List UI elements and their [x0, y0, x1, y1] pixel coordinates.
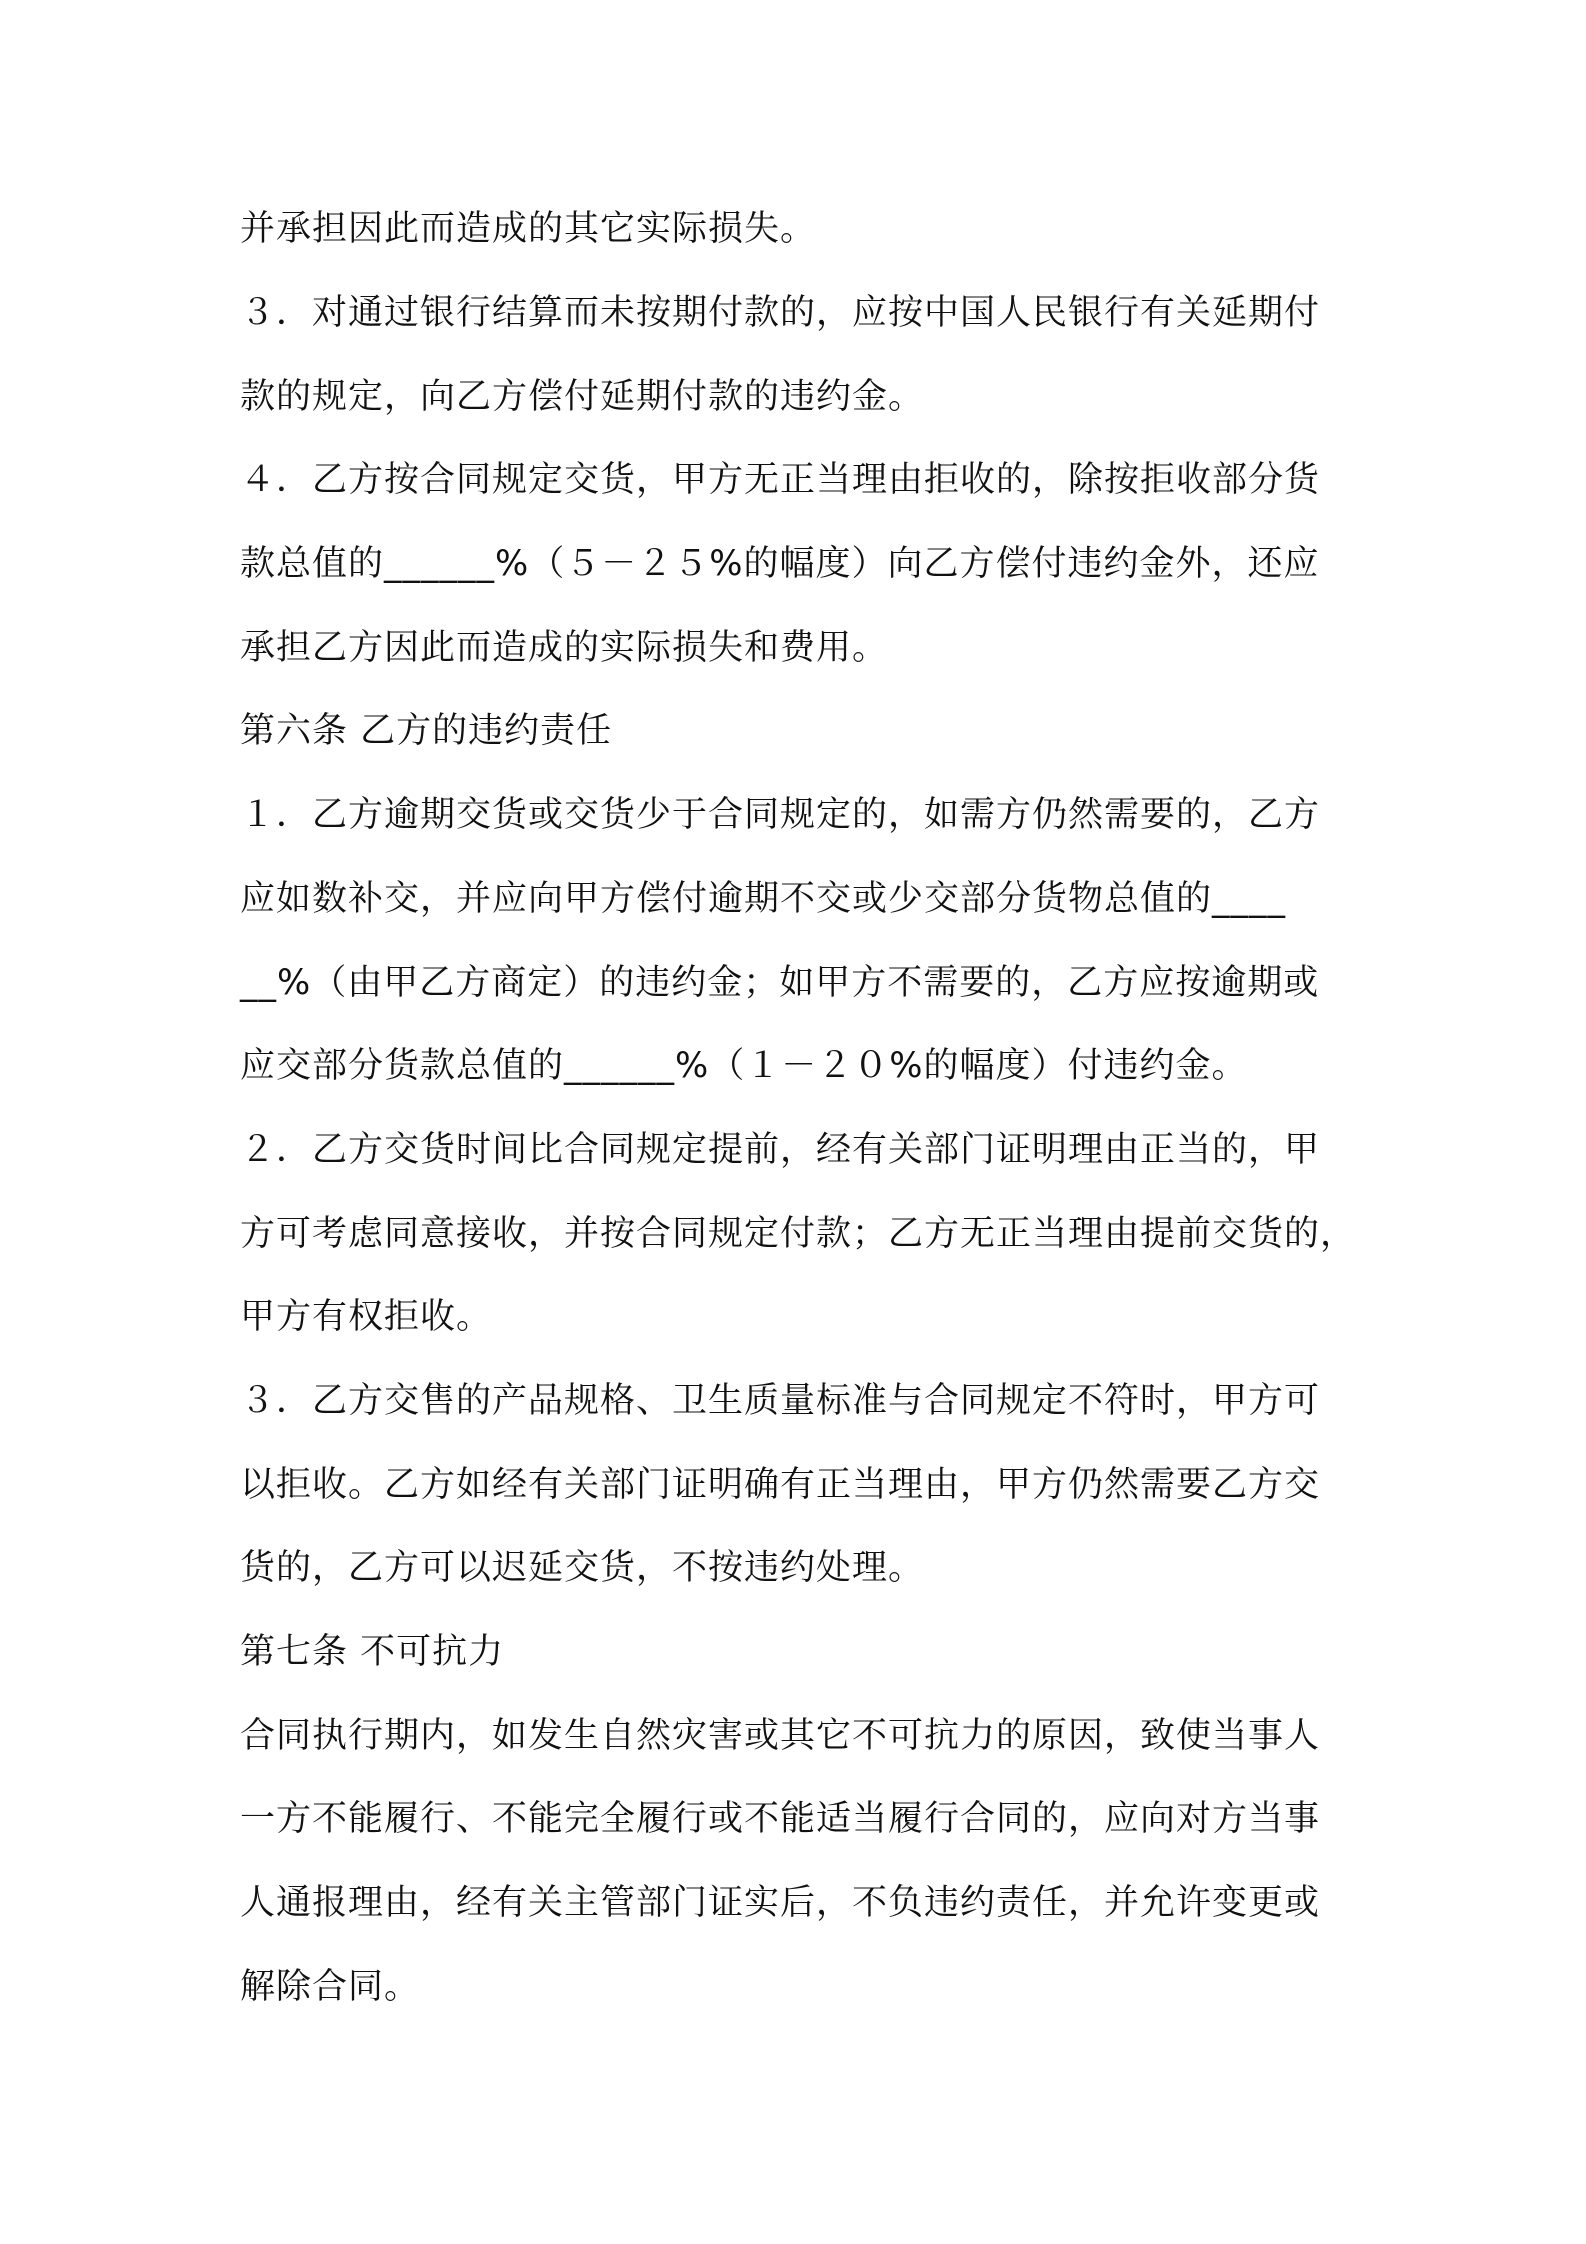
text-line: 甲方有权拒收。: [240, 1297, 493, 1337]
text-line: __%（由甲乙方商定）的违约金；如甲方不需要的，乙方应按逾期或: [240, 963, 1320, 1003]
text-line: 解除合同。: [240, 1967, 421, 2007]
text-line: 款总值的______%（５－２５%的幅度）向乙方偿付违约金外，还应: [240, 544, 1320, 584]
text-line: ３．乙方交售的产品规格、卫生质量标准与合同规定不符时，甲方可: [240, 1381, 1321, 1421]
text-line: 款的规定，向乙方偿付延期付款的违约金。: [240, 377, 925, 417]
text-line: 应交部分货款总值的______%（１－２０%的幅度）付违约金。: [240, 1046, 1248, 1086]
text-line: ２．乙方交货时间比合同规定提前，经有关部门证明理由正当的，甲: [240, 1130, 1321, 1170]
text-line: 货的，乙方可以迟延交货，不按违约处理。: [240, 1548, 925, 1588]
text-line: 一方不能履行、不能完全履行或不能适当履行合同的，应向对方当事: [240, 1799, 1321, 1839]
text-line: ３．对通过银行结算而未按期付款的，应按中国人民银行有关延期付: [240, 293, 1321, 333]
section-heading: 第六条 乙方的违约责任: [240, 711, 613, 751]
text-line: 并承担因此而造成的其它实际损失。: [240, 209, 817, 249]
section-heading: 第七条 不可抗力: [240, 1632, 505, 1672]
text-line: 方可考虑同意接收，并按合同规定付款；乙方无正当理由提前交货的，: [240, 1214, 1357, 1254]
text-line: 合同执行期内，如发生自然灾害或其它不可抗力的原因，致使当事人: [240, 1716, 1321, 1756]
text-line: 人通报理由，经有关主管部门证实后，不负违约责任，并允许变更或: [240, 1883, 1321, 1923]
text-line: 以拒收。乙方如经有关部门证明确有正当理由，甲方仍然需要乙方交: [240, 1465, 1321, 1505]
text-line: ４．乙方按合同规定交货，甲方无正当理由拒收的，除按拒收部分货: [240, 460, 1321, 500]
text-line: 应如数补交，并应向甲方偿付逾期不交或少交部分货物总值的____: [240, 879, 1287, 919]
text-line: 承担乙方因此而造成的实际损失和费用。: [240, 628, 889, 668]
text-line: １．乙方逾期交货或交货少于合同规定的，如需方仍然需要的，乙方: [240, 795, 1321, 835]
